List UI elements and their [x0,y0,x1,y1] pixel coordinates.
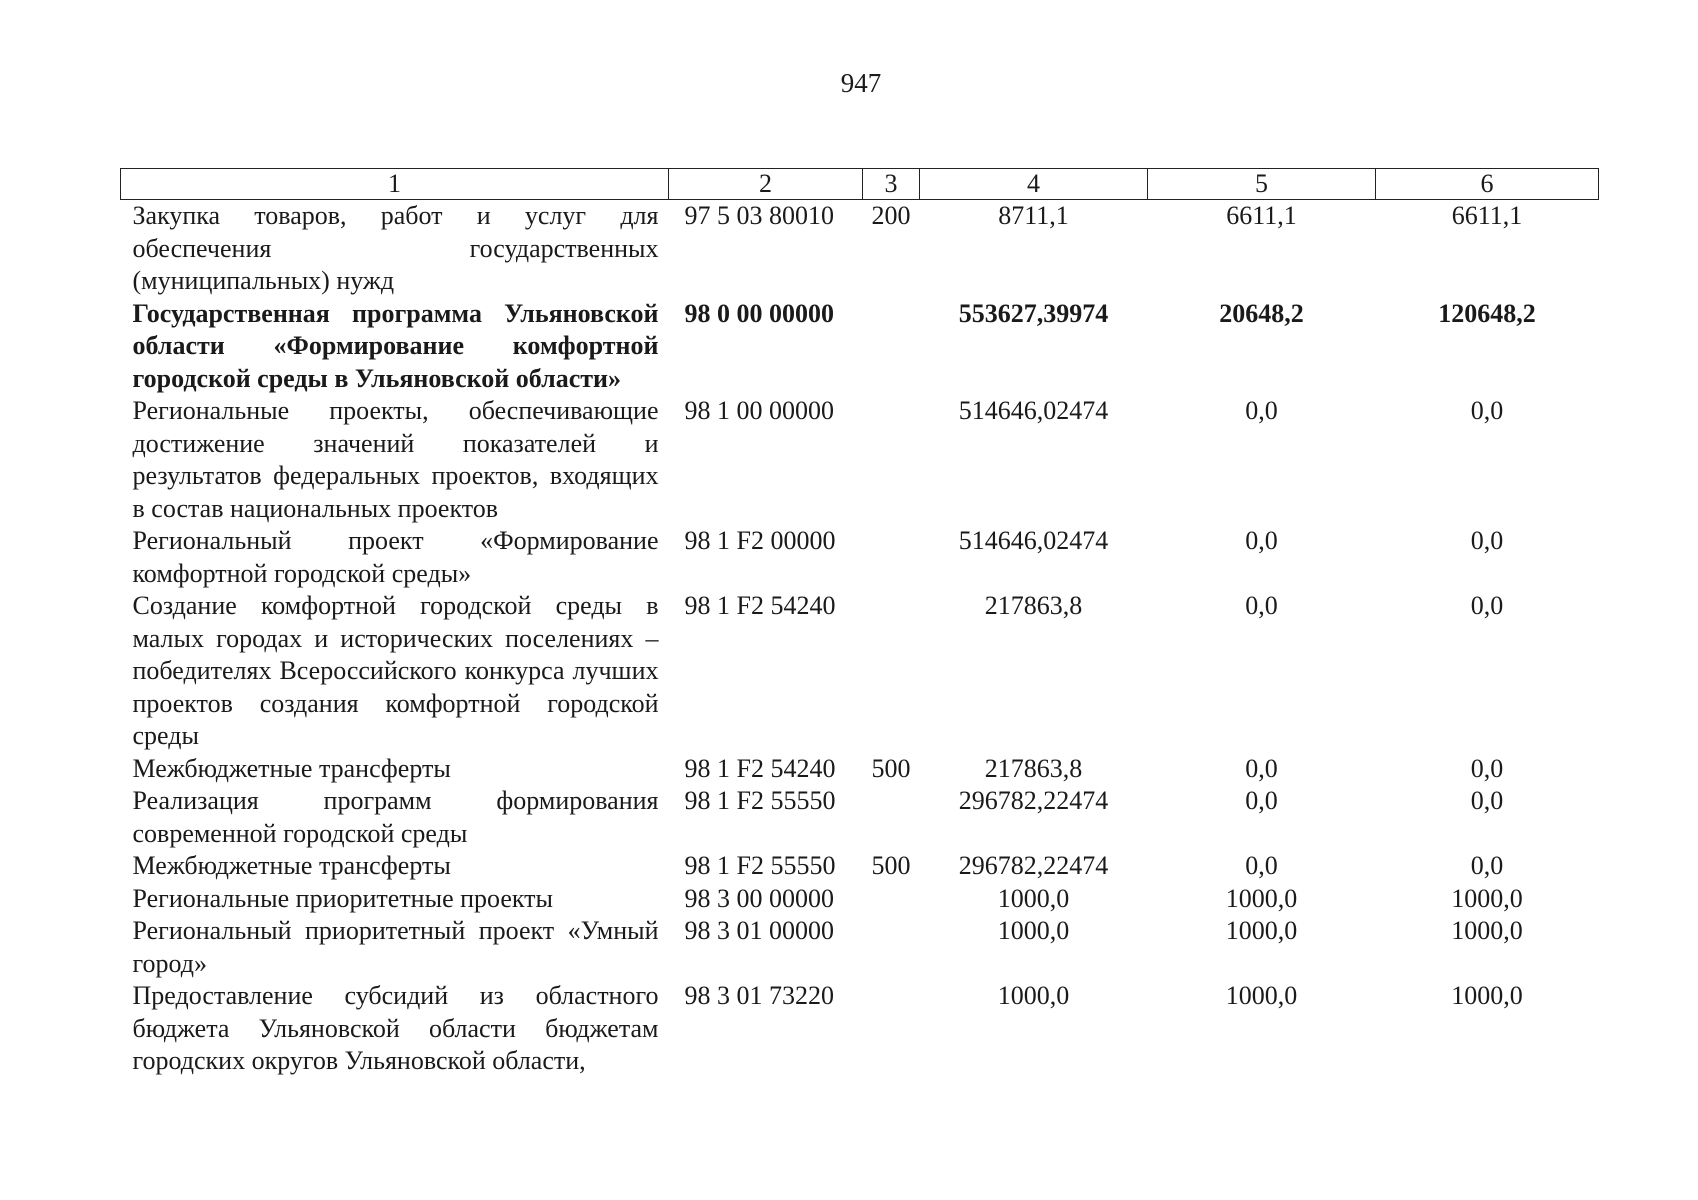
row-name: Создание комфортной городской среды в малых городах и исторических поселениях – победителях Всероссийского конкурса лучших проектов создания комфортной городской среды [132,591,659,750]
row-value-4: 296782,22474 [958,786,1109,815]
row-code: 98 1 F2 54240 [684,753,836,783]
row-value-6: 1000,0 [1451,916,1523,945]
table-row [121,525,1599,590]
row-value-6: 1000,0 [1451,883,1523,913]
row-expense-type [863,883,920,916]
row-value-4: 217863,8 [984,753,1083,783]
row-value-5: 1000,0 [1225,883,1298,913]
row-name: Государственная программа Ульяновской области «Формирование комфортной городской среды в Ульяновской области» [132,298,659,393]
row-value-5: 0,0 [1245,396,1278,425]
table-row [121,395,1599,525]
row-code: 98 1 F2 00000 [684,526,836,555]
row-code: 98 1 F2 55550 [684,851,836,880]
row-name: Региональный проект «Формирование комфортной городской среды» [132,526,659,588]
row-code: 98 3 00 00000 [684,883,834,913]
row-value-6: 0,0 [1470,786,1504,815]
row-expense-type: 500 [871,753,911,783]
column-header-4: 4 [920,169,1148,200]
row-name: Региональные проекты, обеспечивающие достижение значений показателей и результатов федеральных проектов, входящих в состав национальных проектов [132,396,659,523]
row-code: 98 3 01 00000 [684,916,834,945]
header-row [121,169,1599,200]
row-value-5: 0,0 [1245,591,1278,620]
row-value-5: 1000,0 [1225,916,1298,945]
table-row [121,785,1599,850]
row-expense-type: 200 [871,201,911,230]
row-value-4: 1000,0 [997,981,1070,1010]
row-value-5: 20648,2 [1219,298,1304,328]
row-value-5: 6611,1 [1226,201,1297,230]
table-row [121,200,1599,298]
row-name: Региональные приоритетные проекты [132,883,553,913]
row-value-6: 0,0 [1470,851,1504,880]
row-expense-type [863,590,920,753]
row-value-6: 6611,1 [1451,201,1523,230]
table-row [121,753,1599,786]
row-value-5: 0,0 [1245,786,1278,815]
row-value-6: 0,0 [1470,526,1504,555]
column-header-3: 3 [863,169,920,200]
row-expense-type [863,298,920,396]
row-value-5: 0,0 [1245,851,1278,880]
column-header-1: 1 [121,169,669,200]
row-value-6: 120648,2 [1438,298,1536,328]
page-number: 947 [840,68,882,98]
row-expense-type [863,785,920,850]
column-header-6: 6 [1376,169,1599,200]
row-code: 98 3 01 73220 [684,981,834,1010]
budget-table [120,168,1599,1078]
row-value-5: 0,0 [1245,526,1278,555]
row-value-4: 1000,0 [997,916,1070,945]
row-value-4: 514646,02474 [958,526,1109,555]
row-code: 98 1 00 00000 [684,396,834,425]
table-row [121,915,1599,980]
row-code: 97 5 03 80010 [684,201,834,230]
row-expense-type [863,980,920,1078]
table-row [121,590,1599,753]
row-expense-type [863,915,920,980]
row-expense-type [863,525,920,590]
row-code: 98 1 F2 55550 [684,786,836,815]
row-value-6: 0,0 [1470,396,1504,425]
row-value-4: 8711,1 [998,201,1069,230]
row-value-4: 1000,0 [997,883,1070,913]
row-expense-type [863,395,920,525]
row-name: Региональный приоритетный проект «Умный город» [132,916,659,978]
row-code: 98 0 00 00000 [684,298,834,328]
row-value-4: 217863,8 [984,591,1083,620]
row-value-6: 0,0 [1470,753,1504,783]
row-expense-type: 500 [871,851,911,880]
row-name: Межбюджетные трансферты [132,851,451,880]
row-value-4: 553627,39974 [958,298,1109,328]
table-row [121,883,1599,916]
table-row [121,850,1599,883]
column-header-5: 5 [1148,169,1376,200]
row-name: Предоставление субсидий из областного бюджета Ульяновской области бюджетам городских округов Ульяновской области, [132,981,659,1075]
row-value-5: 0,0 [1245,753,1278,783]
column-header-2: 2 [669,169,863,200]
table-row [121,980,1599,1078]
row-value-6: 0,0 [1470,591,1504,620]
row-name: Закупка товаров, работ и услуг для обеспечения государственных (муниципальных) нужд [132,201,659,295]
row-code: 98 1 F2 54240 [684,591,836,620]
table-row [121,298,1599,396]
row-value-5: 1000,0 [1225,981,1298,1010]
row-value-4: 514646,02474 [958,396,1109,425]
row-value-6: 1000,0 [1451,981,1523,1010]
row-name: Межбюджетные трансферты [132,753,451,783]
row-value-4: 296782,22474 [958,851,1109,880]
row-name: Реализация программ формирования современной городской среды [132,786,659,848]
